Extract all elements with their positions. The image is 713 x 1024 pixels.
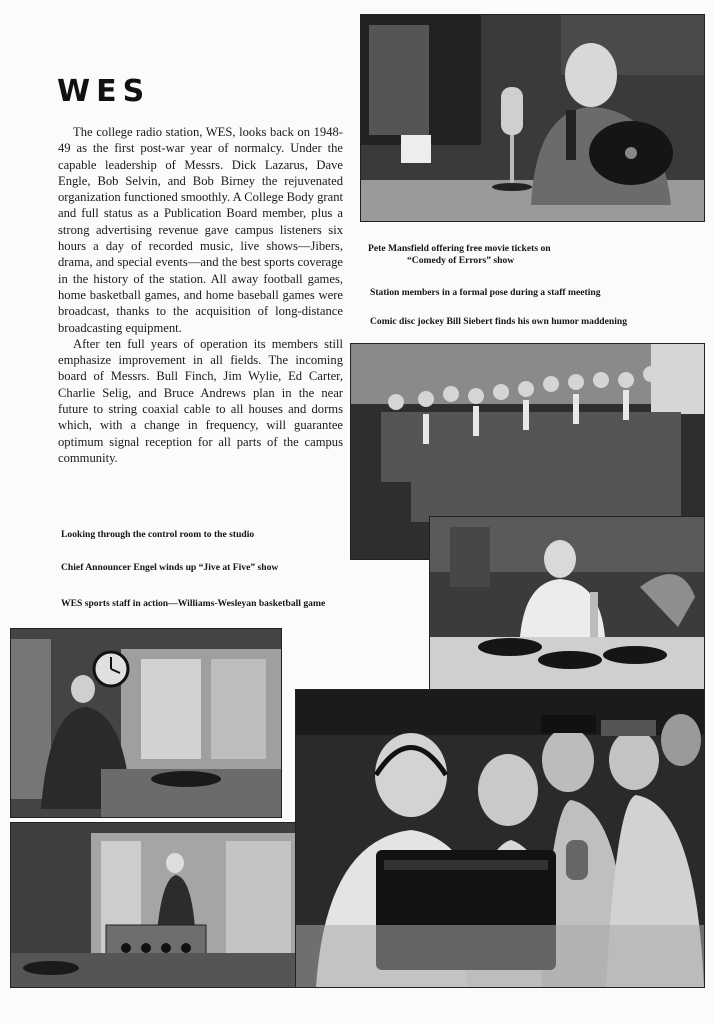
photo-siebert-disc-jockey	[429, 516, 705, 702]
article-body	[58, 124, 343, 466]
page-title: WES	[57, 74, 151, 109]
caption-siebert: Comic disc jockey Bill Siebert finds his own humor maddening	[370, 316, 628, 327]
caption-sports-staff: WES sports staff in action—Williams-Wesleyan basketball game	[61, 598, 326, 609]
article-paragraph-1: The college radio station, WES, looks back on 1948-49 as the first post-war year of normalcy. Under the capable leadership of Messrs. Dick Lazarus, Dave Engle, Bob Selvin, and Bob Birney the rejuvenated organization functioned smoothly. A College Body grant and full status as a Publication Board member, plus a strong advertising revenue gave campus listeners six hours a day of recorded music, live shows—Jibers, drama, and special events—and the best sports coverage in the history of the station. All away football games, home basketball games, and home baseball games were broadcast, thanks to the acquisition of long-distance broadcasting equipment.	[58, 125, 343, 335]
article-paragraph-2: After ten full years of operation its members still emphasize improvement in all fields. The incoming board of Messrs. Bull Finch, Jim Wylie, Ed Carter, Charlie Selig, and Bruce Andrews plan in the near future to string coaxial cable to all houses and dorms which, with a change in frequency, will guarantee optimum signal reception for all parts of the campus community.	[58, 336, 343, 465]
photo-studio-engineer	[10, 822, 304, 988]
caption-staff-meeting: Station members in a formal pose during a staff meeting	[370, 287, 601, 298]
photo-control-room	[10, 628, 282, 818]
caption-engel: Chief Announcer Engel winds up “Jive at Five” show	[61, 562, 279, 573]
photo-sports-staff	[295, 689, 705, 988]
caption-mansfield-line-2: “Comedy of Errors” show	[407, 255, 515, 266]
caption-mansfield-line-1: Pete Mansfield offering free movie tickets on	[368, 243, 551, 254]
photo-mansfield-microphone	[360, 14, 705, 222]
caption-control-room: Looking through the control room to the studio	[61, 529, 255, 540]
